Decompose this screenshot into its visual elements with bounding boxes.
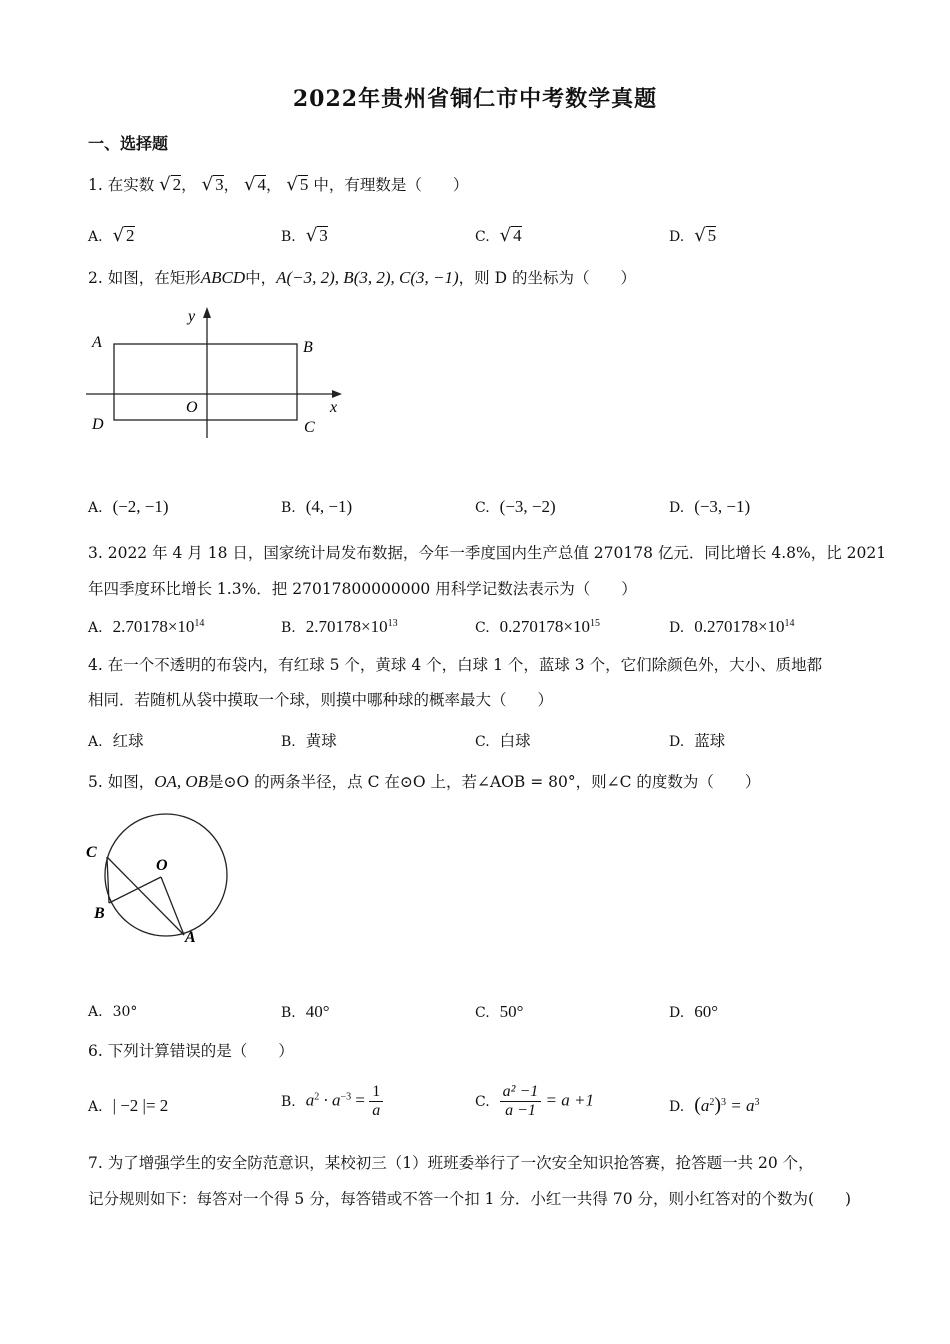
q4-option-c[interactable]: C. 白球 bbox=[475, 732, 531, 750]
q1-option-b[interactable]: B. √ 3 bbox=[281, 225, 328, 246]
page-title: 2022年贵州省铜仁市中考数学真题 bbox=[292, 86, 658, 112]
q2-option-b[interactable]: B. (4, −1) bbox=[281, 497, 353, 516]
q1-option-a[interactable]: A. √ 2 bbox=[88, 225, 135, 246]
q2-option-c[interactable]: C. (−3, −2) bbox=[475, 497, 556, 516]
root-5: √ 5 bbox=[286, 174, 309, 195]
q2-coordinate-figure bbox=[86, 302, 356, 447]
circle-o bbox=[105, 814, 227, 936]
q2-option-d[interactable]: D. (−3, −1) bbox=[669, 497, 751, 516]
question-7-line-1: 7. 为了增强学生的安全防范意识，某校初三（1）班班委举行了一次安全知识抢答赛，抢答题一共 20 个， bbox=[88, 1154, 814, 1172]
q1-option-c[interactable]: C. √ 4 bbox=[475, 225, 522, 246]
label-d: D bbox=[92, 416, 104, 433]
q5-option-d[interactable]: D. 60° bbox=[669, 1002, 718, 1021]
q5-circle-figure bbox=[84, 810, 234, 950]
q5-option-c[interactable]: C. 50° bbox=[475, 1002, 524, 1021]
label-o: O bbox=[186, 399, 198, 416]
q4-option-d[interactable]: D. 蓝球 bbox=[669, 732, 726, 750]
segment-bo bbox=[109, 877, 161, 903]
question-7-line-2: 记分规则如下：每答对一个得 5 分，每答错或不答一个扣 1 分．小红一共得 70 分，则小红答对的个数为( ) bbox=[88, 1190, 852, 1208]
segment-ca bbox=[107, 857, 184, 935]
segment-oa bbox=[161, 877, 184, 935]
root-3: √ 3 bbox=[201, 174, 224, 195]
q3-option-d[interactable]: D. $0.270178\times 10^{14}$ bbox=[669, 617, 795, 636]
q4-option-a[interactable]: A. 红球 bbox=[88, 732, 144, 750]
q6-option-c[interactable]: C. $\frac{\text{a² −1}}{a -1}$ = a +1 bbox=[475, 1083, 594, 1119]
label-c: C bbox=[304, 419, 315, 436]
q6-option-d[interactable]: D. $(a^2)^3 = a^3$ bbox=[669, 1094, 760, 1116]
x-axis-arrow bbox=[332, 390, 342, 398]
question-3-line-2: 年四季度环比增长 1.3%．把 27017800000000 用科学记数法表示为（ ） bbox=[88, 580, 637, 598]
label-x: x bbox=[330, 399, 338, 416]
q1-option-d[interactable]: D. √ 5 bbox=[669, 225, 717, 246]
root-4: √ 4 bbox=[244, 174, 266, 195]
segment-cb bbox=[107, 857, 109, 903]
label-y: y bbox=[188, 308, 196, 325]
q3-option-a[interactable]: A. $2.70178\times 10^{14}$ bbox=[88, 617, 205, 636]
label-b: B bbox=[94, 905, 105, 922]
question-4-line-1: 4. 在一个不透明的布袋内，有红球 5 个，黄球 4 个，白球 1 个，蓝球 3 个，它们除颜色外，大小、质地都 bbox=[88, 656, 823, 674]
section-heading: 一、选择题 bbox=[88, 134, 169, 153]
q6-option-b[interactable]: B. $a^2 \cdot a^{-3}$ = $\frac{1}{a}$ bbox=[281, 1083, 383, 1120]
question-2-stem: 2. 如图，在矩形ABCD中，A(−3, 2), B(3, 2), C(3, −1)，则 D 的坐标为（ ） bbox=[88, 268, 636, 287]
label-c: C bbox=[86, 844, 97, 861]
label-o: O bbox=[156, 857, 168, 874]
label-a: A bbox=[92, 334, 102, 351]
question-4-line-2: 相同．若随机从袋中摸取一个球，则摸中哪种球的概率最大（ ） bbox=[88, 691, 554, 709]
y-axis-arrow bbox=[203, 307, 211, 318]
label-a: A bbox=[185, 929, 196, 946]
q6-option-a[interactable]: A. | −2 |= 2 bbox=[88, 1096, 169, 1115]
q3-option-b[interactable]: B. $2.70178\times 10^{13}$ bbox=[281, 617, 398, 636]
q4-option-b[interactable]: B. 黄球 bbox=[281, 732, 337, 750]
q5-option-a[interactable]: A. 30° bbox=[88, 1004, 138, 1020]
root-2: √ 2 bbox=[159, 174, 182, 195]
question-1-stem: 1. 在实数 √ 2， √ 3， √ 4， √ 5 中，有理数是（ ） bbox=[88, 174, 469, 195]
label-b: B bbox=[303, 339, 313, 356]
q3-option-c[interactable]: C. $0.270178\times 10^{15}$ bbox=[475, 617, 601, 636]
q5-option-b[interactable]: B. 40° bbox=[281, 1002, 330, 1021]
question-6-stem: 6. 下列计算错误的是（ ） bbox=[88, 1042, 294, 1060]
question-5-stem: 5. 如图，OA, OB是⊙O 的两条半径，点 C 在⊙O 上，若∠AOB = 80°，则∠C 的度数为（ ） bbox=[88, 772, 761, 791]
q2-option-a[interactable]: A. (−2, −1) bbox=[88, 497, 169, 516]
question-3-line-1: 3. 2022 年 4 月 18 日，国家统计局发布数据，今年一季度国内生产总值 270178 亿元．同比增长 4.8%，比 2021 bbox=[88, 544, 887, 562]
rectangle-abcd bbox=[114, 344, 297, 420]
